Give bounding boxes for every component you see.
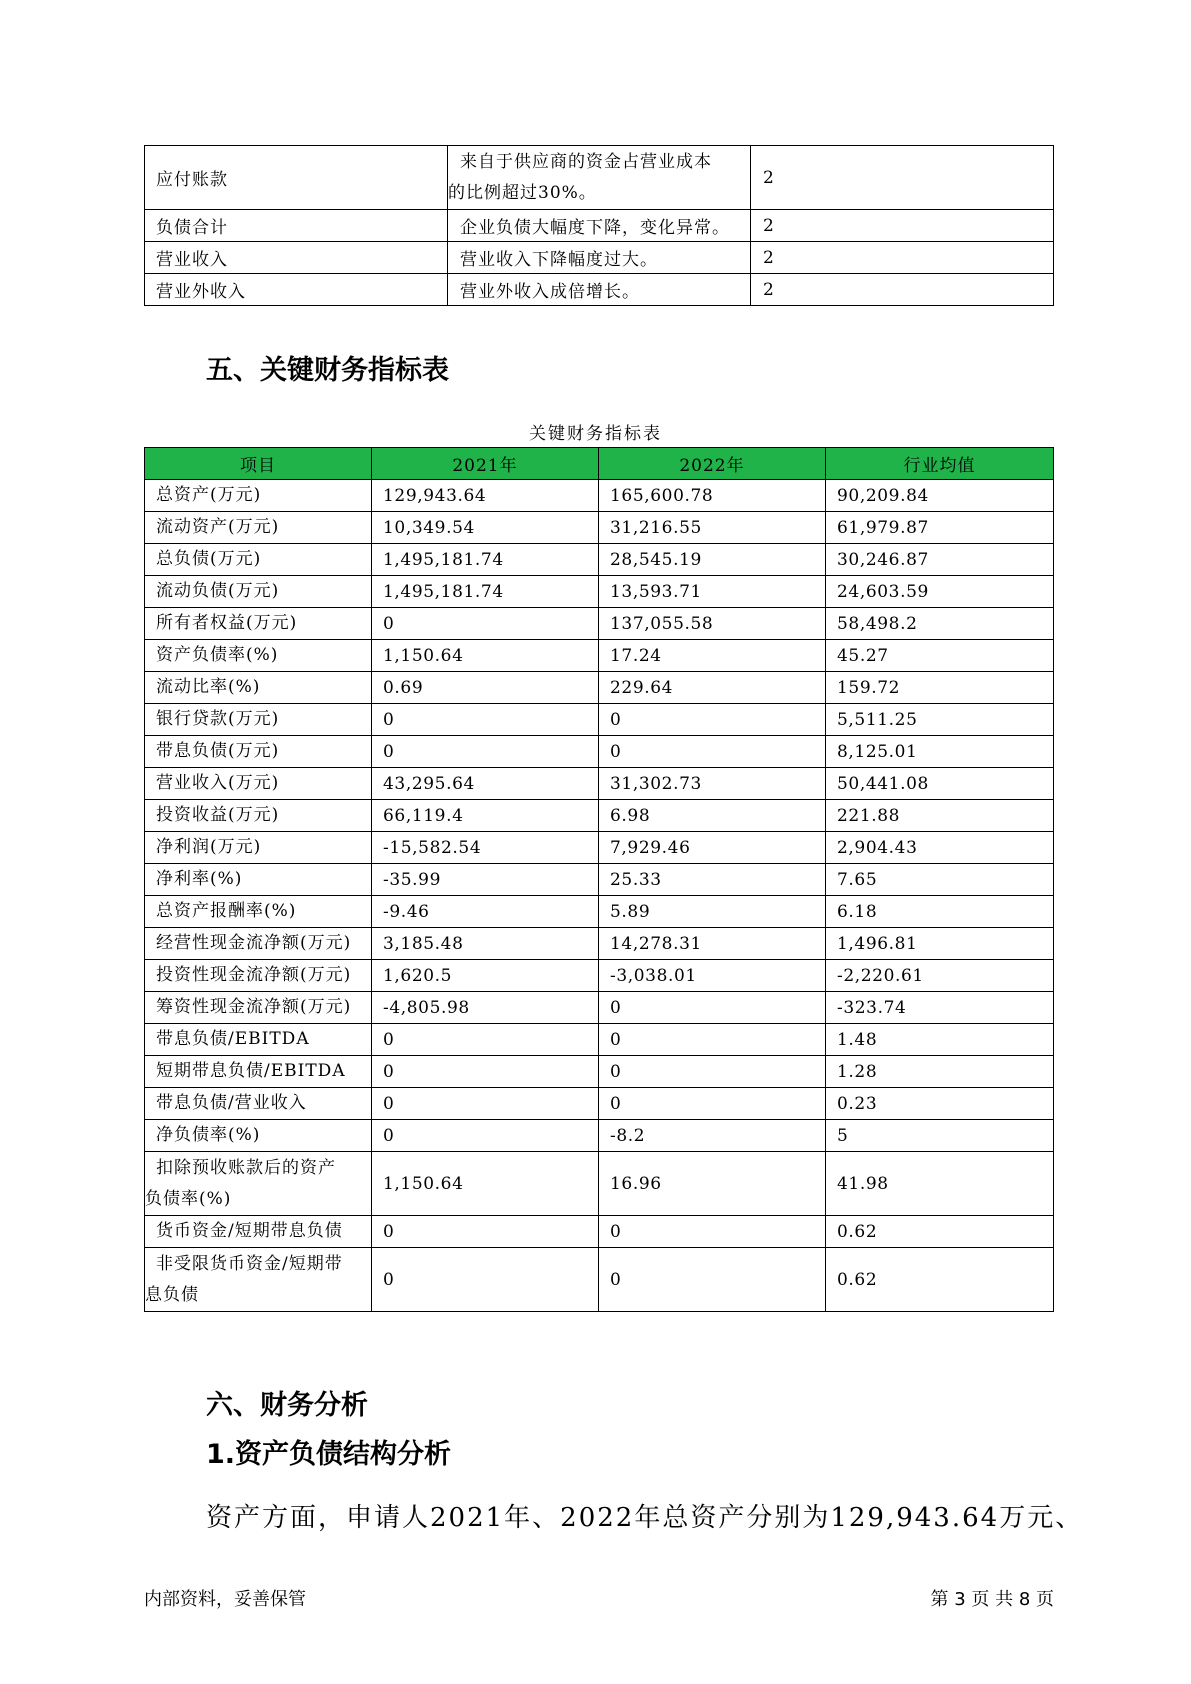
kpi-table bbox=[144, 447, 1054, 1312]
cell-v2022: 31,302.73 bbox=[599, 768, 826, 800]
cell-avg: 5,511.25 bbox=[826, 704, 1054, 736]
cell-v2021: 0 bbox=[372, 736, 599, 768]
table-row bbox=[145, 864, 1054, 896]
risk-score-cell bbox=[751, 146, 1054, 210]
footer-page-number: 第 3 页 共 8 页 bbox=[930, 1589, 1054, 1610]
cell-avg: 24,603.59 bbox=[826, 576, 1054, 608]
row-label: 带息负债/营业收入 bbox=[145, 1088, 372, 1120]
row-label: 流动比率(%) bbox=[145, 672, 372, 704]
table-row bbox=[145, 768, 1054, 800]
cell-avg: 0.62 bbox=[826, 1248, 1054, 1312]
cell-v2022: 14,278.31 bbox=[599, 928, 826, 960]
cell-v2021: 0 bbox=[372, 1056, 599, 1088]
risk-score-cell bbox=[751, 274, 1054, 306]
cell-v2021: -9.46 bbox=[372, 896, 599, 928]
cell-v2022: 13,593.71 bbox=[599, 576, 826, 608]
risk-item: 应付账款 bbox=[156, 170, 228, 190]
risk-item-cell bbox=[145, 146, 448, 210]
table-row bbox=[145, 896, 1054, 928]
cell-v2021: 0.69 bbox=[372, 672, 599, 704]
cell-avg: 5 bbox=[826, 1120, 1054, 1152]
table-row bbox=[145, 146, 1054, 210]
subsection-title-1: 1.资产负债结构分析 bbox=[206, 1439, 452, 1470]
table-row bbox=[145, 1120, 1054, 1152]
cell-v2022: 17.24 bbox=[599, 640, 826, 672]
cell-v2021: 43,295.64 bbox=[372, 768, 599, 800]
row-label: 货币资金/短期带息负债 bbox=[145, 1216, 372, 1248]
cell-v2021: 129,943.64 bbox=[372, 480, 599, 512]
cell-v2022: 16.96 bbox=[599, 1152, 826, 1216]
cell-v2022: 7,929.46 bbox=[599, 832, 826, 864]
cell-avg: -2,220.61 bbox=[826, 960, 1054, 992]
cell-v2021: 0 bbox=[372, 1024, 599, 1056]
cell-v2021: -4,805.98 bbox=[372, 992, 599, 1024]
table-row bbox=[145, 480, 1054, 512]
row-label-line2: 负债率(%) bbox=[145, 1188, 232, 1209]
cell-v2021: 1,620.5 bbox=[372, 960, 599, 992]
row-label-line1: 扣除预收账款后的资产 bbox=[156, 1157, 336, 1178]
row-label: 总负债(万元) bbox=[145, 544, 372, 576]
section-title-6: 六、财务分析 bbox=[206, 1390, 368, 1421]
table-row bbox=[145, 544, 1054, 576]
cell-v2021: 3,185.48 bbox=[372, 928, 599, 960]
risk-score: 2 bbox=[763, 279, 775, 300]
cell-v2021: 0 bbox=[372, 1248, 599, 1312]
cell-v2022: 229.64 bbox=[599, 672, 826, 704]
cell-avg: 221.88 bbox=[826, 800, 1054, 832]
row-label: 筹资性现金流净额(万元) bbox=[145, 992, 372, 1024]
row-label: 流动负债(万元) bbox=[145, 576, 372, 608]
table-row bbox=[145, 1216, 1054, 1248]
column-header: 2022年 bbox=[599, 448, 826, 480]
cell-v2022: 0 bbox=[599, 1056, 826, 1088]
cell-avg: 90,209.84 bbox=[826, 480, 1054, 512]
row-label: 投资性现金流净额(万元) bbox=[145, 960, 372, 992]
cell-v2021: 1,495,181.74 bbox=[372, 576, 599, 608]
cell-avg: 159.72 bbox=[826, 672, 1054, 704]
cell-v2022: 0 bbox=[599, 1088, 826, 1120]
table-row bbox=[145, 992, 1054, 1024]
row-label: 净利润(万元) bbox=[145, 832, 372, 864]
section-title-5: 五、关键财务指标表 bbox=[206, 355, 449, 386]
cell-avg: 41.98 bbox=[826, 1152, 1054, 1216]
column-header: 2021年 bbox=[372, 448, 599, 480]
cell-avg: 58,498.2 bbox=[826, 608, 1054, 640]
cell-v2021: 0 bbox=[372, 704, 599, 736]
row-label: 营业收入(万元) bbox=[145, 768, 372, 800]
row-label-line1: 非受限货币资金/短期带 bbox=[156, 1253, 343, 1274]
row-label: 净利率(%) bbox=[145, 864, 372, 896]
table-row bbox=[145, 1088, 1054, 1120]
risk-item-cell bbox=[145, 210, 448, 242]
cell-v2022: 0 bbox=[599, 704, 826, 736]
cell-v2022: 0 bbox=[599, 1216, 826, 1248]
row-label: 经营性现金流净额(万元) bbox=[145, 928, 372, 960]
cell-v2021: 66,119.4 bbox=[372, 800, 599, 832]
cell-v2022: -3,038.01 bbox=[599, 960, 826, 992]
body-paragraph: 资产方面，申请人2021年、2022年总资产分别为129,943.64万元、 bbox=[206, 1503, 1084, 1533]
table-row bbox=[145, 1152, 1054, 1216]
risk-score-cell bbox=[751, 242, 1054, 274]
cell-v2021: 0 bbox=[372, 1216, 599, 1248]
row-label: 总资产(万元) bbox=[145, 480, 372, 512]
row-label: 所有者权益(万元) bbox=[145, 608, 372, 640]
risk-score: 2 bbox=[763, 215, 775, 236]
cell-avg: 0.23 bbox=[826, 1088, 1054, 1120]
cell-avg: 30,246.87 bbox=[826, 544, 1054, 576]
cell-avg: 8,125.01 bbox=[826, 736, 1054, 768]
risk-desc: 营业收入下降幅度过大。 bbox=[460, 250, 658, 270]
table-row bbox=[145, 576, 1054, 608]
cell-v2022: 25.33 bbox=[599, 864, 826, 896]
table-row bbox=[145, 512, 1054, 544]
table-row bbox=[145, 274, 1054, 306]
risk-item-cell bbox=[145, 242, 448, 274]
row-label: 带息负债/EBITDA bbox=[145, 1024, 372, 1056]
cell-avg: 50,441.08 bbox=[826, 768, 1054, 800]
table-row bbox=[145, 704, 1054, 736]
table-caption: 关键财务指标表 bbox=[529, 424, 662, 444]
table-row bbox=[145, 242, 1054, 274]
table-row bbox=[145, 736, 1054, 768]
risk-score-cell bbox=[751, 210, 1054, 242]
cell-avg: 1,496.81 bbox=[826, 928, 1054, 960]
cell-v2021: 10,349.54 bbox=[372, 512, 599, 544]
row-label: 银行贷款(万元) bbox=[145, 704, 372, 736]
table-row bbox=[145, 832, 1054, 864]
risk-item: 营业外收入 bbox=[156, 282, 246, 302]
row-label: 投资收益(万元) bbox=[145, 800, 372, 832]
cell-v2021: -35.99 bbox=[372, 864, 599, 896]
cell-v2022: 0 bbox=[599, 736, 826, 768]
table-row bbox=[145, 1024, 1054, 1056]
row-label: 资产负债率(%) bbox=[145, 640, 372, 672]
table-row bbox=[145, 210, 1054, 242]
row-label: 流动资产(万元) bbox=[145, 512, 372, 544]
row-label bbox=[145, 1152, 372, 1216]
risk-desc-cell bbox=[448, 242, 751, 274]
cell-v2022: 0 bbox=[599, 992, 826, 1024]
cell-v2022: 0 bbox=[599, 1248, 826, 1312]
footer-confidential: 内部资料，妥善保管 bbox=[144, 1589, 306, 1610]
table-row bbox=[145, 800, 1054, 832]
risk-score: 2 bbox=[763, 247, 775, 268]
cell-avg: 7.65 bbox=[826, 864, 1054, 896]
table-row bbox=[145, 960, 1054, 992]
cell-v2021: 0 bbox=[372, 1120, 599, 1152]
cell-v2022: 6.98 bbox=[599, 800, 826, 832]
risk-desc: 营业外收入成倍增长。 bbox=[460, 282, 640, 302]
cell-v2022: 137,055.58 bbox=[599, 608, 826, 640]
risk-desc-cell bbox=[448, 146, 751, 210]
cell-avg: 1.48 bbox=[826, 1024, 1054, 1056]
column-header: 行业均值 bbox=[826, 448, 1054, 480]
cell-avg: -323.74 bbox=[826, 992, 1054, 1024]
cell-v2022: 0 bbox=[599, 1024, 826, 1056]
cell-v2022: 5.89 bbox=[599, 896, 826, 928]
risk-desc-line2: 的比例超过30%。 bbox=[448, 182, 597, 203]
cell-v2022: 31,216.55 bbox=[599, 512, 826, 544]
column-header: 项目 bbox=[145, 448, 372, 480]
table-row bbox=[145, 1248, 1054, 1312]
row-label-line2: 息负债 bbox=[145, 1284, 199, 1305]
risk-indicator-table bbox=[144, 145, 1054, 306]
table-row bbox=[145, 1056, 1054, 1088]
cell-v2021: 0 bbox=[372, 1088, 599, 1120]
risk-desc-line1: 来自于供应商的资金占营业成本 bbox=[460, 151, 712, 172]
cell-avg: 45.27 bbox=[826, 640, 1054, 672]
risk-desc-cell bbox=[448, 210, 751, 242]
cell-avg: 2,904.43 bbox=[826, 832, 1054, 864]
cell-v2022: 165,600.78 bbox=[599, 480, 826, 512]
table-row bbox=[145, 640, 1054, 672]
cell-v2022: 28,545.19 bbox=[599, 544, 826, 576]
cell-avg: 1.28 bbox=[826, 1056, 1054, 1088]
risk-item: 营业收入 bbox=[156, 250, 228, 270]
cell-v2021: 1,495,181.74 bbox=[372, 544, 599, 576]
risk-item-cell bbox=[145, 274, 448, 306]
table-header-row bbox=[145, 448, 1054, 480]
cell-v2021: 0 bbox=[372, 608, 599, 640]
cell-v2021: 1,150.64 bbox=[372, 1152, 599, 1216]
row-label: 带息负债(万元) bbox=[145, 736, 372, 768]
cell-avg: 61,979.87 bbox=[826, 512, 1054, 544]
row-label: 短期带息负债/EBITDA bbox=[145, 1056, 372, 1088]
cell-avg: 0.62 bbox=[826, 1216, 1054, 1248]
table-row bbox=[145, 608, 1054, 640]
cell-v2022: -8.2 bbox=[599, 1120, 826, 1152]
risk-desc: 企业负债大幅度下降，变化异常。 bbox=[460, 218, 730, 238]
row-label bbox=[145, 1248, 372, 1312]
cell-v2021: -15,582.54 bbox=[372, 832, 599, 864]
row-label: 总资产报酬率(%) bbox=[145, 896, 372, 928]
risk-score: 2 bbox=[763, 167, 775, 188]
risk-desc-cell bbox=[448, 274, 751, 306]
table-row bbox=[145, 672, 1054, 704]
cell-avg: 6.18 bbox=[826, 896, 1054, 928]
row-label: 净负债率(%) bbox=[145, 1120, 372, 1152]
cell-v2021: 1,150.64 bbox=[372, 640, 599, 672]
table-row bbox=[145, 928, 1054, 960]
risk-item: 负债合计 bbox=[156, 218, 228, 238]
